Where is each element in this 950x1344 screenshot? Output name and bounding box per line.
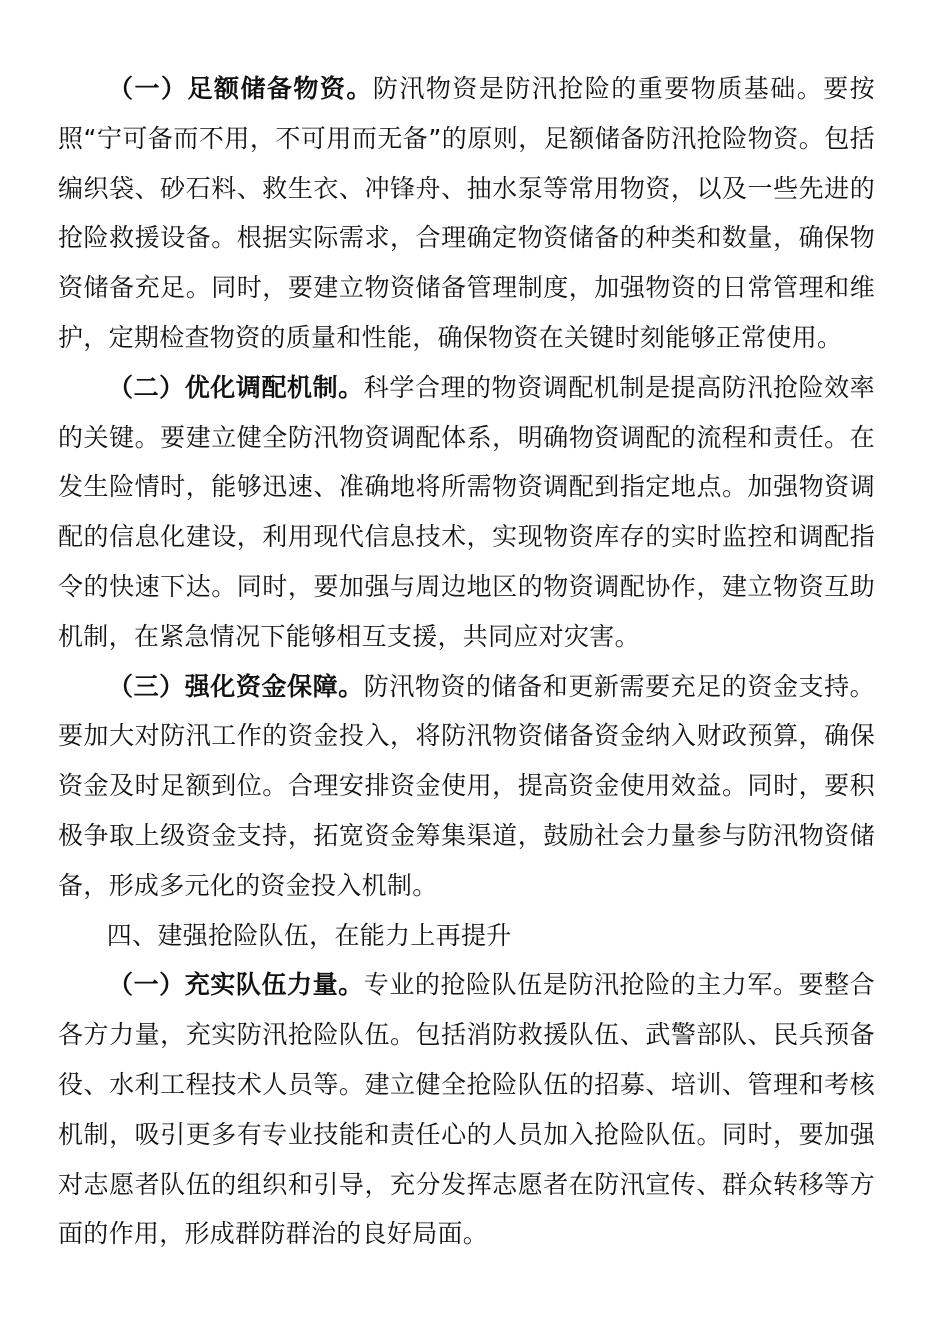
paragraph-lead: （二）优化调配机制。: [108, 372, 364, 402]
paragraph-funding-guarantee: [58, 662, 875, 911]
paragraph-body: 防汛物资是防汛抢险的重要物质基础。要按照“宁可备而不用，不可用而无备”的原则，足额储备防汛抢险物资。包括编织袋、砂石料、救生衣、冲锋舟、抽水泵等常用物资，以及一些先进的抢险救援设备。根据实际需求，合理确定物资储备的种类和数量，确保物资储备充足。同时，要建立物资储备管理制度，加强物资的日常管理和维护，定期检查物资的质量和性能，确保物资在关键时刻能够正常使用。: [58, 74, 875, 352]
paragraph-materials-reserve: [58, 64, 875, 363]
section-heading: 四、建强抢险队伍，在能力上再提升: [106, 920, 512, 950]
paragraph-body: 专业的抢险队伍是防汛抢险的主力军。要整合各方力量，充实防汛抢险队伍。包括消防救援队伍、武警部队、民兵预备役、水利工程技术人员等。建立健全抢险队伍的招募、培训、管理和考核机制，吸引更多有专业技能和责任心的人员加入抢险队伍。同时，要加强对志愿者队伍的组织和引导，充分发挥志愿者在防汛宣传、群众转移等方面的作用，形成群防群治的良好局面。: [58, 970, 875, 1249]
paragraph-team-strength: [58, 960, 875, 1259]
paragraph-lead: （一）足额储备物资。: [108, 74, 373, 103]
document-page: [58, 64, 875, 1259]
paragraph-dispatch-mechanism: [58, 363, 875, 662]
paragraph-lead: （一）充实队伍力量。: [108, 970, 364, 1000]
paragraph-lead: （三）强化资金保障。: [108, 671, 364, 701]
paragraph-body: 防汛物资的储备和更新需要充足的资金支持。要加大对防汛工作的资金投入，将防汛物资储备资金纳入财政预算，确保资金及时足额到位。合理安排资金使用，提高资金使用效益。同时，要积极争取上级资金支持，拓宽资金筹集渠道，鼓励社会力量参与防汛物资储备，形成多元化的资金投入机制。: [58, 671, 875, 900]
paragraph-body: 科学合理的物资调配机制是提高防汛抢险效率的关键。要建立健全防汛物资调配体系，明确物资调配的流程和责任。在发生险情时，能够迅速、准确地将所需物资调配到指定地点。加强物资调配的信息化建设，利用现代信息技术，实现物资库存的实时监控和调配指令的快速下达。同时，要加强与周边地区的物资调配协作，建立物资互助机制，在紧急情况下能够相互支援，共同应对灾害。: [58, 372, 875, 651]
